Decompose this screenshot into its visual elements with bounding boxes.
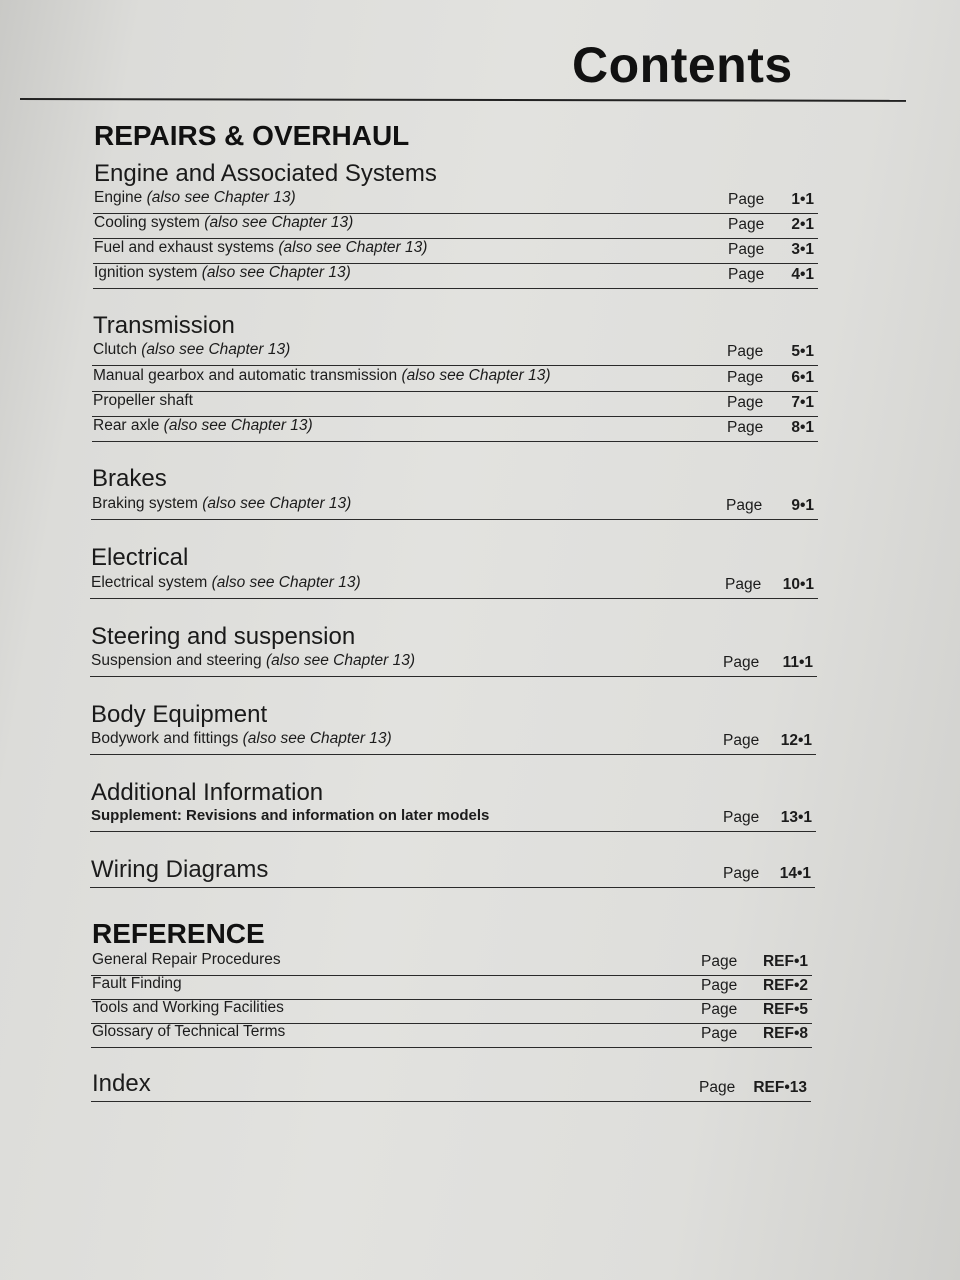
page-label: Page — [728, 191, 765, 208]
entry-label: Fault Finding — [92, 975, 182, 992]
page-number: REF•5 — [762, 1001, 808, 1018]
page-label: Page — [727, 394, 764, 411]
entry-label: Tools and Working Facilities — [92, 999, 284, 1016]
page-label: Page — [723, 654, 760, 671]
toc-entry-braking-system[interactable] — [91, 494, 818, 520]
page-number: 3•1 — [791, 241, 814, 258]
page-label: Page — [728, 266, 765, 283]
page-number: REF•1 — [762, 953, 808, 970]
toc-entry-gearbox[interactable] — [92, 366, 818, 392]
page-label: Page — [727, 419, 764, 436]
page-number: 10•1 — [782, 576, 814, 593]
page-number: 1•1 — [791, 191, 814, 208]
page-label: Page — [728, 241, 765, 258]
entry-label: Fuel and exhaust systems (also see Chapter 13) — [94, 239, 428, 256]
section-title-brakes: Brakes — [92, 465, 167, 492]
page-number: REF•13 — [753, 1079, 807, 1096]
entry-label: Glossary of Technical Terms — [92, 1023, 286, 1040]
page-label: Page — [701, 977, 738, 994]
page-label: Page — [726, 497, 763, 514]
page-number: 12•1 — [780, 732, 812, 749]
section-title-wiring: Wiring Diagrams — [91, 856, 269, 883]
toc-entry-fuel-exhaust[interactable] — [93, 238, 818, 264]
toc-entry-propeller-shaft[interactable] — [92, 391, 818, 417]
section-title-engine: Engine and Associated Systems — [94, 160, 437, 187]
page-number: 11•1 — [782, 654, 813, 671]
toc-entry-fault-finding[interactable] — [91, 974, 812, 1000]
page-label: Page — [728, 216, 765, 233]
section-title-electrical: Electrical — [91, 544, 189, 571]
toc-entry-electrical-system[interactable] — [90, 573, 818, 599]
entry-label: General Repair Procedures — [92, 951, 281, 968]
page-number: 4•1 — [791, 266, 814, 283]
page-label: Page — [725, 576, 762, 593]
page-label: Page — [723, 809, 760, 826]
section-title-body: Body Equipment — [91, 701, 268, 728]
page-number: 9•1 — [791, 497, 814, 514]
reference-heading: REFERENCE — [92, 918, 265, 949]
page-label: Page — [699, 1079, 736, 1096]
page-number: 8•1 — [791, 419, 814, 436]
page-label: Page — [701, 1025, 738, 1042]
entry-label: Ignition system (also see Chapter 13) — [94, 264, 351, 281]
toc-entry-cooling[interactable] — [93, 213, 818, 239]
toc-entry-wiring-diagrams[interactable] — [90, 856, 815, 888]
page-label: Page — [701, 953, 738, 970]
entry-label: Clutch (also see Chapter 13) — [93, 341, 291, 358]
entry-label: Manual gearbox and automatic transmission (also see Chapter 13) — [93, 367, 551, 384]
entry-label: Cooling system (also see Chapter 13) — [94, 214, 354, 231]
entry-label: Suspension and steering (also see Chapter 13) — [91, 652, 415, 669]
page-label: Page — [723, 732, 760, 749]
page-number: 7•1 — [791, 394, 814, 411]
page-label: Page — [727, 369, 764, 386]
entry-label: Engine (also see Chapter 13) — [94, 189, 296, 206]
page-number: 2•1 — [791, 216, 814, 233]
toc-entry-clutch[interactable] — [92, 340, 818, 366]
page-number: 6•1 — [791, 369, 814, 386]
page-label: Page — [727, 343, 764, 360]
toc-entry-index[interactable] — [91, 1070, 811, 1102]
entry-label: Electrical system (also see Chapter 13) — [91, 574, 361, 591]
toc-entry-engine[interactable] — [93, 188, 818, 214]
page-number: 5•1 — [791, 343, 814, 360]
toc-entry-bodywork[interactable] — [90, 729, 816, 755]
page-number: 14•1 — [779, 865, 811, 882]
entry-label: Propeller shaft — [93, 392, 193, 409]
toc-entry-general-repair[interactable] — [91, 950, 812, 976]
toc-entry-ignition[interactable] — [93, 263, 818, 289]
entry-label: Bodywork and fittings (also see Chapter 13) — [91, 730, 392, 747]
toc-entry-glossary[interactable] — [91, 1022, 812, 1048]
section-title-index: Index — [92, 1070, 151, 1097]
entry-label: Rear axle (also see Chapter 13) — [93, 417, 313, 434]
repairs-heading: REPAIRS & OVERHAUL — [94, 120, 410, 151]
toc-entry-tools[interactable] — [91, 998, 812, 1024]
section-title-additional: Additional Information — [91, 779, 324, 806]
toc-entry-rear-axle[interactable] — [92, 416, 818, 442]
title-rule — [20, 98, 906, 102]
page-title: Contents — [572, 37, 793, 93]
page-number: 13•1 — [780, 809, 812, 826]
toc-entry-suspension-steering[interactable] — [90, 651, 817, 677]
page-number: REF•8 — [762, 1025, 808, 1042]
toc-entry-supplement[interactable] — [90, 806, 816, 832]
entry-label: Braking system (also see Chapter 13) — [92, 495, 352, 512]
section-title-transmission: Transmission — [93, 312, 235, 339]
page-number: REF•2 — [762, 977, 808, 994]
entry-label: Supplement: Revisions and information on later models — [91, 807, 490, 824]
section-title-steering: Steering and suspension — [91, 623, 356, 650]
page-label: Page — [701, 1001, 738, 1018]
page-label: Page — [723, 865, 760, 882]
